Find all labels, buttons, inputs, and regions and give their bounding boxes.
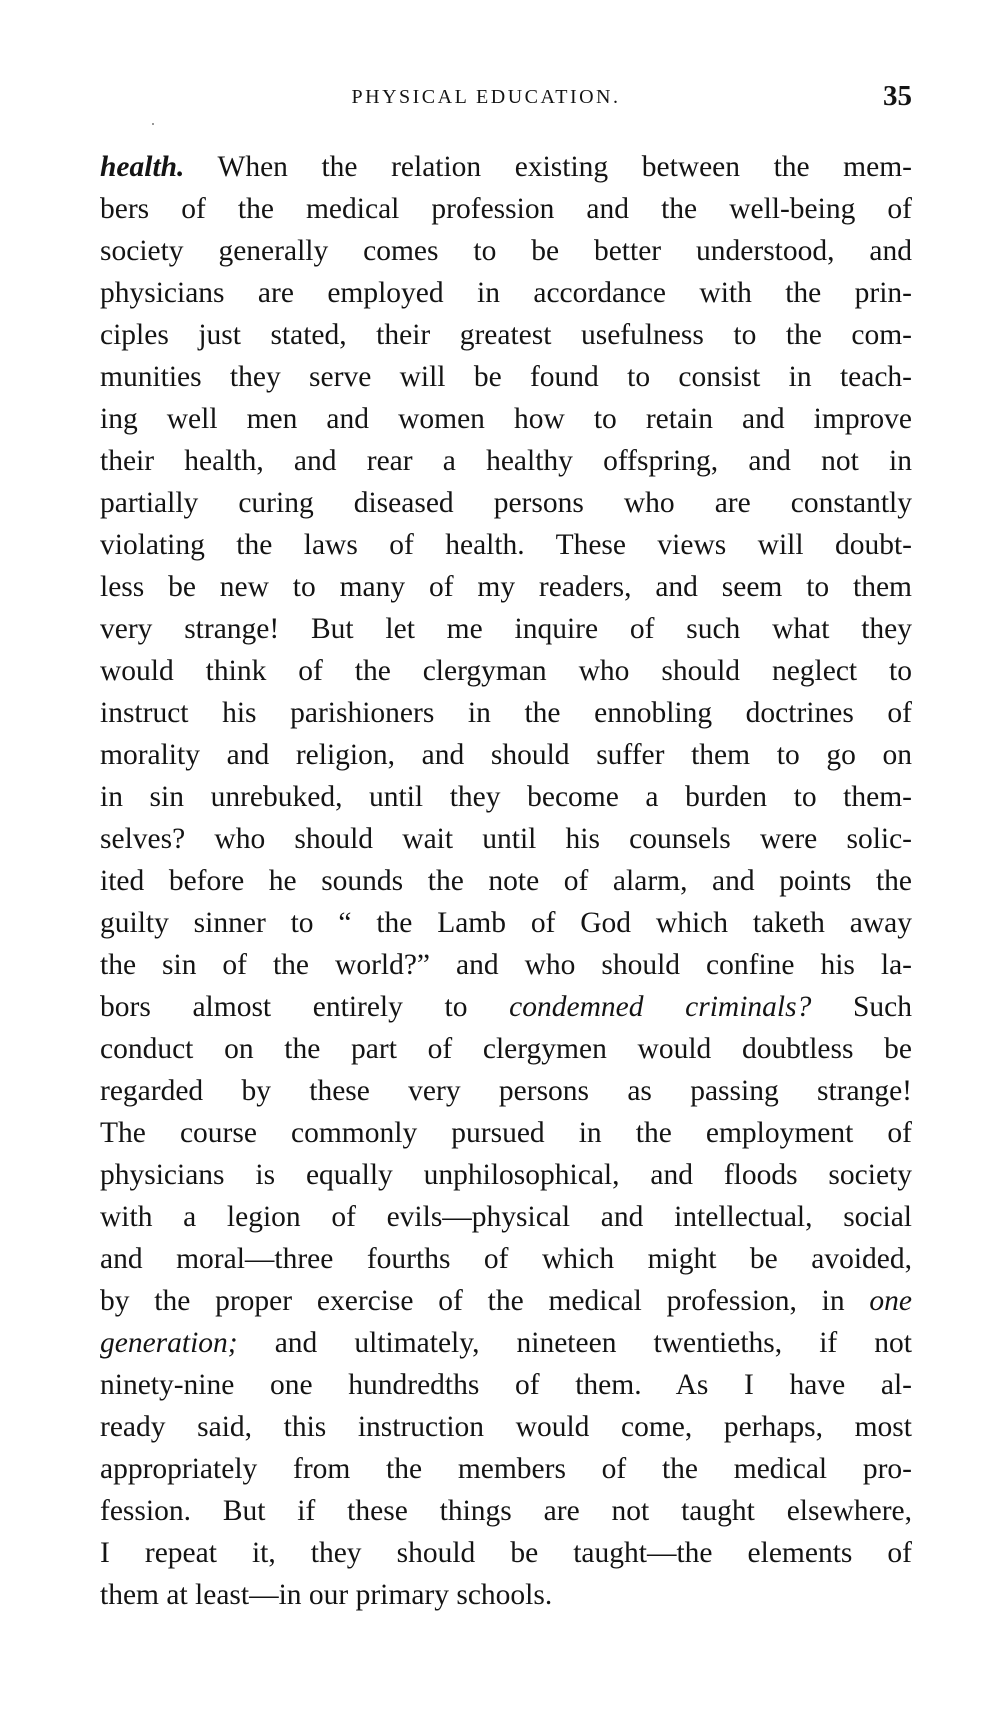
- text-line: ited before he sounds the note of alarm, and points the: [100, 865, 912, 897]
- italic-phrase: condemned criminals?: [509, 991, 812, 1023]
- page-number: 35: [883, 80, 912, 112]
- text-run: by the proper exercise of the medical profession, in: [100, 1285, 870, 1317]
- ink-speck: [152, 123, 154, 125]
- text-line: ninety-nine one hundredths of them. As I have al-: [100, 1369, 912, 1401]
- italic-word: health.: [100, 151, 185, 183]
- text-line: [100, 986, 912, 1028]
- text-line: physicians is equally unphilosophical, and floods society: [100, 1159, 912, 1191]
- text-run: and ultimately, nineteen twentieths, if not: [237, 1327, 912, 1359]
- text-run: Such: [811, 991, 913, 1023]
- text-line: the sin of the world?” and who should confine his la-: [100, 949, 912, 981]
- text-line: in sin unrebuked, until they become a burden to them-: [100, 781, 912, 813]
- text-line: and moral—three fourths of which might be avoided,: [100, 1243, 912, 1275]
- text-line: I repeat it, they should be taught—the elements of: [100, 1537, 912, 1569]
- text-line: regarded by these very persons as passing strange!: [100, 1075, 912, 1107]
- text-line: violating the laws of health. These views will doubt-: [100, 529, 912, 561]
- text-line: conduct on the part of clergymen would doubtless be: [100, 1033, 912, 1065]
- text-line: ing well men and women how to retain and improve: [100, 403, 912, 435]
- text-line: selves? who should wait until his counsels were solic-: [100, 823, 912, 855]
- italic-word: generation;: [100, 1327, 238, 1359]
- running-title: PHYSICAL EDUCATION.: [351, 86, 621, 108]
- text-line: society generally comes to be better understood, and: [100, 235, 912, 267]
- text-run: bors almost entirely to: [100, 991, 510, 1023]
- body-paragraph: [100, 146, 912, 1616]
- text-line: morality and religion, and should suffer them to go on: [100, 739, 912, 771]
- text-line: [100, 146, 912, 188]
- text-line: guilty sinner to “ the Lamb of God which taketh away: [100, 907, 912, 939]
- text-line: The course commonly pursued in the employment of: [100, 1117, 912, 1149]
- text-line: very strange! But let me inquire of such what they: [100, 613, 912, 645]
- text-line: their health, and rear a healthy offspring, and not in: [100, 445, 912, 477]
- text-line: appropriately from the members of the medical pro-: [100, 1453, 912, 1485]
- text-line: partially curing diseased persons who are constantly: [100, 487, 912, 519]
- text-line: with a legion of evils—physical and intellectual, social: [100, 1201, 912, 1233]
- italic-word: one: [869, 1285, 912, 1317]
- text-line: [100, 1280, 912, 1322]
- text-line: instruct his parishioners in the ennobling doctrines of: [100, 697, 912, 729]
- running-head: [100, 80, 912, 124]
- text-run: When the relation existing between the mem-: [184, 151, 912, 183]
- text-line: would think of the clergyman who should neglect to: [100, 655, 912, 687]
- text-line: bers of the medical profession and the well-being of: [100, 193, 912, 225]
- text-line: less be new to many of my readers, and seem to them: [100, 571, 912, 603]
- text-line: them at least—in our primary schools.: [100, 1579, 553, 1611]
- text-line: physicians are employed in accordance with the prin-: [100, 277, 912, 309]
- text-line: ready said, this instruction would come, perhaps, most: [100, 1411, 912, 1443]
- text-line: [100, 1322, 912, 1364]
- text-line: fession. But if these things are not taught elsewhere,: [100, 1495, 912, 1527]
- text-line: ciples just stated, their greatest usefulness to the com-: [100, 319, 912, 351]
- text-line: munities they serve will be found to consist in teach-: [100, 361, 912, 393]
